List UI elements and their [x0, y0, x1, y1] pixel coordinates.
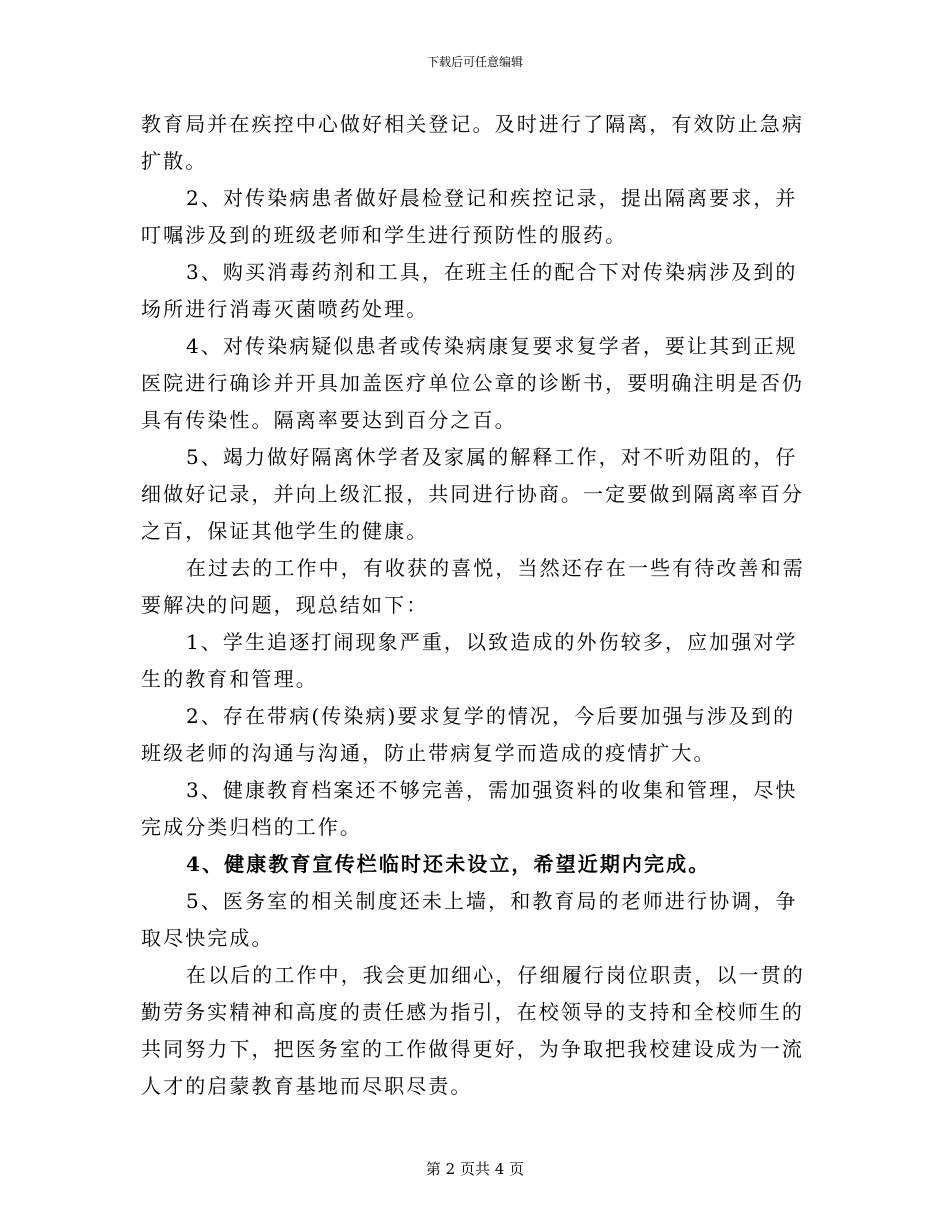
paragraph-5: 5、竭力做好隔离休学者及家属的解释工作，对不听劝阻的，仔细做好记录，并向上级汇报，共同进行协商。一定要做到隔离率百分之百，保证其他学生的健康。: [141, 445, 804, 543]
paragraph-9: 3、健康教育档案还不够完善，需加强资料的收集和管理，尽快完成分类归档的工作。: [141, 778, 798, 839]
paragraph-10: 4、健康教育宣传栏临时还未设立，希望近期内完成。: [186, 852, 711, 876]
document-body: [141, 106, 813, 1105]
page-footer: 第 2 页共 4 页: [425, 1160, 525, 1178]
paragraph-12: 在以后的工作中，我会更加细心，仔细履行岗位职责，以一贯的勤劳务实精神和高度的责任感为指引，在校领导的支持和全校师生的共同努力下，把医务室的工作做得更好，为争取把我校建设成为一流人才的启蒙教育基地而尽职尽责。: [141, 963, 805, 1098]
paragraph-1: 教育局并在疾控中心做好相关登记。及时进行了隔离，有效防止急病扩散。: [141, 112, 804, 173]
paragraph-3: 3、购买消毒药剂和工具，在班主任的配合下对传染病涉及到的场所进行消毒灭菌喷药处理。: [141, 260, 798, 321]
paragraph-2: 2、对传染病患者做好晨检登记和疾控记录，提出隔离要求，并叮嘱涉及到的班级老师和学生进行预防性的服药。: [141, 186, 798, 247]
paragraph-11: 5、医务室的相关制度还未上墙，和教育局的老师进行协调，争取尽快完成。: [141, 889, 798, 950]
paragraph-6: 在过去的工作中，有收获的喜悦，当然还存在一些有待改善和需要解决的问题，现总结如下：: [141, 556, 805, 617]
page-header: 下载后可任意编辑: [426, 55, 523, 69]
paragraph-4: 4、对传染病疑似患者或传染病康复要求复学者，要让其到正规医院进行确诊并开具加盖医疗单位公章的诊断书，要明确注明是否仍具有传染性。隔离率要达到百分之百。: [141, 334, 804, 432]
paragraph-8: 2、存在带病(传染病)要求复学的情况，今后要加强与涉及到的班级老师的沟通与沟通，防止带病复学而造成的疫情扩大。: [141, 704, 796, 765]
paragraph-7: 1、学生追逐打闹现象严重，以致造成的外伤较多，应加强对学生的教育和管理。: [141, 630, 798, 691]
